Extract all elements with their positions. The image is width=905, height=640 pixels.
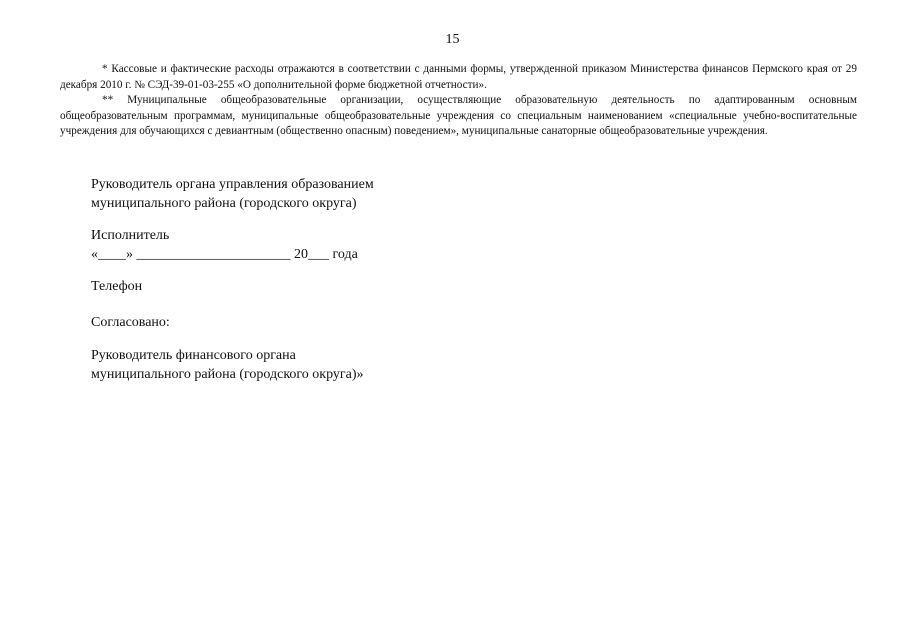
footnotes [60,62,857,140]
head-signature-block [91,175,374,213]
agreed-label: Согласовано: [91,315,170,330]
head-signature-line-1: Руководитель органа управления образованием [91,177,374,192]
executor-block [91,226,358,264]
finance-signature-block [91,346,364,384]
phone-label: Телефон [91,279,143,294]
head-signature-line-2: муниципального района (городского округа) [91,196,357,211]
finance-signature-line-2: муниципального района (городского округа)» [91,367,364,382]
executor-label: Исполнитель [91,228,170,243]
phone-block [91,277,142,296]
footnote-municipal-organizations: ** Муниципальные общеобразовательные организации, осуществляющие образовательную деятельность по адаптированным основным общеобразовательным программам, муниципальные общеобразовательные учреждения со специальным наименованием «специальные учебно-воспитательные учреждения для обучающихся с девиантным (общественно опасным) поведением», муниципальные санаторные общеобразовательные учреждения. [60,94,857,137]
finance-signature-line-1: Руководитель финансового органа [91,348,296,363]
page-number: 15 [445,32,460,47]
executor-date-line: «____» ______________________ 20___ года [91,247,358,262]
agreed-block [91,313,170,332]
footnote-cash-expenses: * Кассовые и фактические расходы отражаются в соответствии с данными формы, утвержденной приказом Министерства финансов Пермского края от 29 декабря 2010 г. № СЭД-39-01-03-255 «О дополнительной форме бюджетной отчетности». [60,63,857,91]
